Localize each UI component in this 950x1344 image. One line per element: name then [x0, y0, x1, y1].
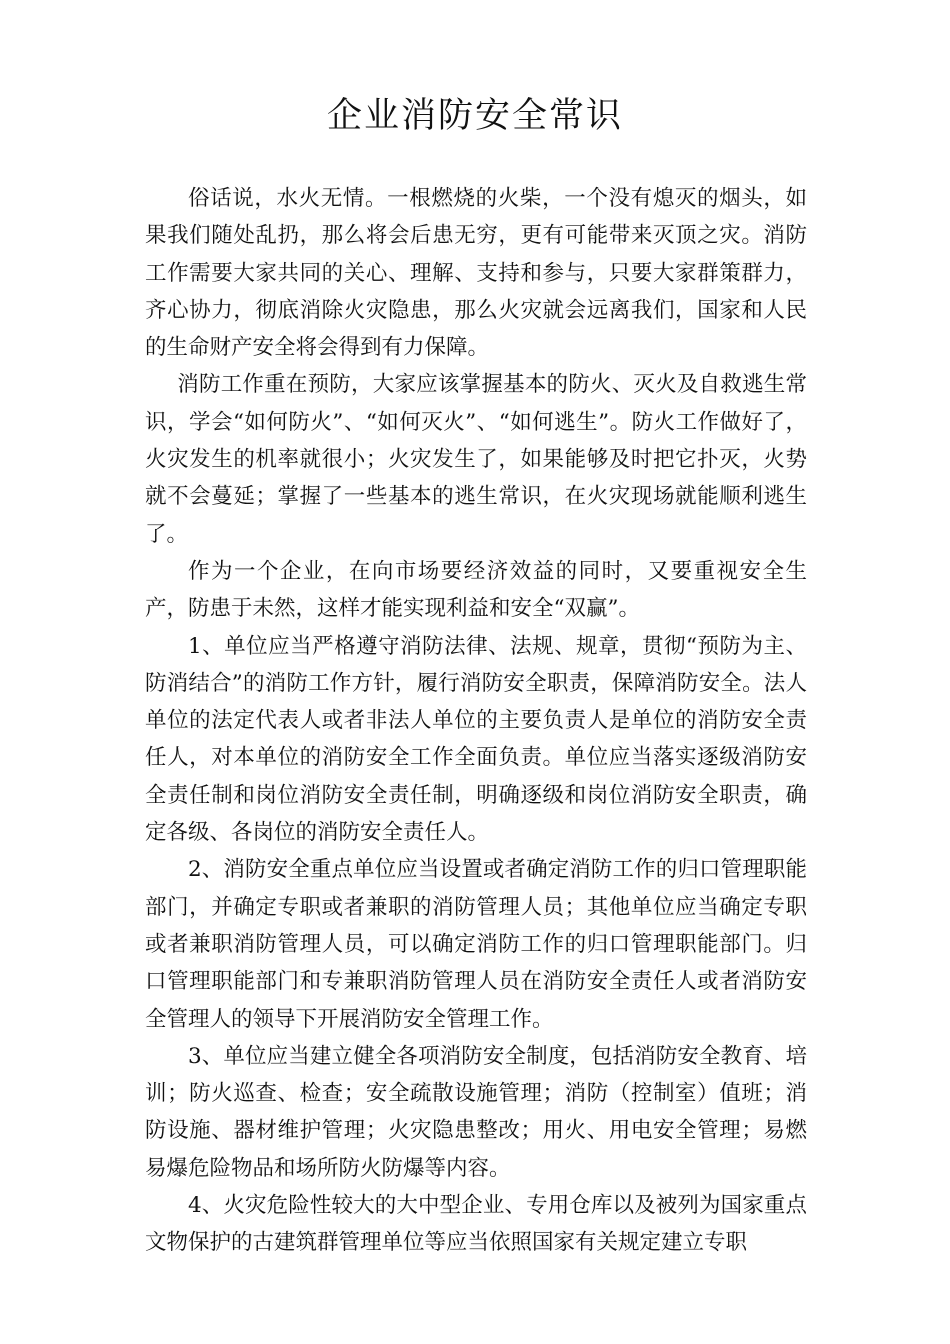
document-title: 企业消防安全常识	[326, 96, 623, 136]
paragraph-item-4: 4、火灾危险性较大的大中型企业、专用仓库以及被列为国家重点文物保护的古建筑群管理单位等应当依照国家有关规定建立专职	[145, 1193, 807, 1256]
paragraph-item-2: 2、消防安全重点单位应当设置或者确定消防工作的归口管理职能部门，并确定专职或者兼职的消防管理人员；其他单位应当确定专职或者兼职消防管理人员，可以确定消防工作的归口管理职能部门。归口管理职能部门和专兼职消防管理人员在消防安全责任人或者消防安全管理人的领导下开展消防安全管理工作。	[145, 857, 807, 1032]
paragraph-item-1: 1、单位应当严格遵守消防法律、法规、规章，贯彻“预防为主、防消结合”的消防工作方针，履行消防安全职责，保障消防安全。法人单位的法定代表人或者非法人单位的主要负责人是单位的消防安全责任人，对本单位的消防安全工作全面负责。单位应当落实逐级消防安全责任制和岗位消防安全责任制，明确逐级和岗位消防安全职责，确定各级、各岗位的消防安全责任人。	[145, 633, 807, 846]
paragraph-enterprise: 作为一个企业，在向市场要经济效益的同时，又要重视安全生产，防患于未然，这样才能实现利益和安全“双赢”。	[145, 558, 807, 622]
paragraph-intro: 俗话说，水火无情。一根燃烧的火柴，一个没有熄灭的烟头，如果我们随处乱扔，那么将会后患无穷，更有可能带来灭顶之灾。消防工作需要大家共同的关心、理解、支持和参与，只要大家群策群力，齐心协力，彻底消除火灾隐患，那么火灾就会远离我们，国家和人民的生命财产安全将会得到有力保障。	[145, 186, 807, 361]
paragraph-item-3: 3、单位应当建立健全各项消防安全制度，包括消防安全教育、培训；防火巡查、检查；安全疏散设施管理；消防（控制室）值班；消防设施、器材维护管理；火灾隐患整改；用火、用电安全管理；易燃易爆危险物品和场所防火防爆等内容。	[145, 1043, 807, 1181]
paragraph-prevention: 消防工作重在预防，大家应该掌握基本的防火、灭火及自救逃生常识，学会“如何防火”、“如何灭火”、“如何逃生”。防火工作做好了，火灾发生的机率就很小；火灾发生了，如果能够及时把它扑灭，火势就不会蔓延；掌握了一些基本的逃生常识，在火灾现场就能顺利逃生了。	[145, 372, 807, 547]
document-body	[145, 180, 807, 1262]
